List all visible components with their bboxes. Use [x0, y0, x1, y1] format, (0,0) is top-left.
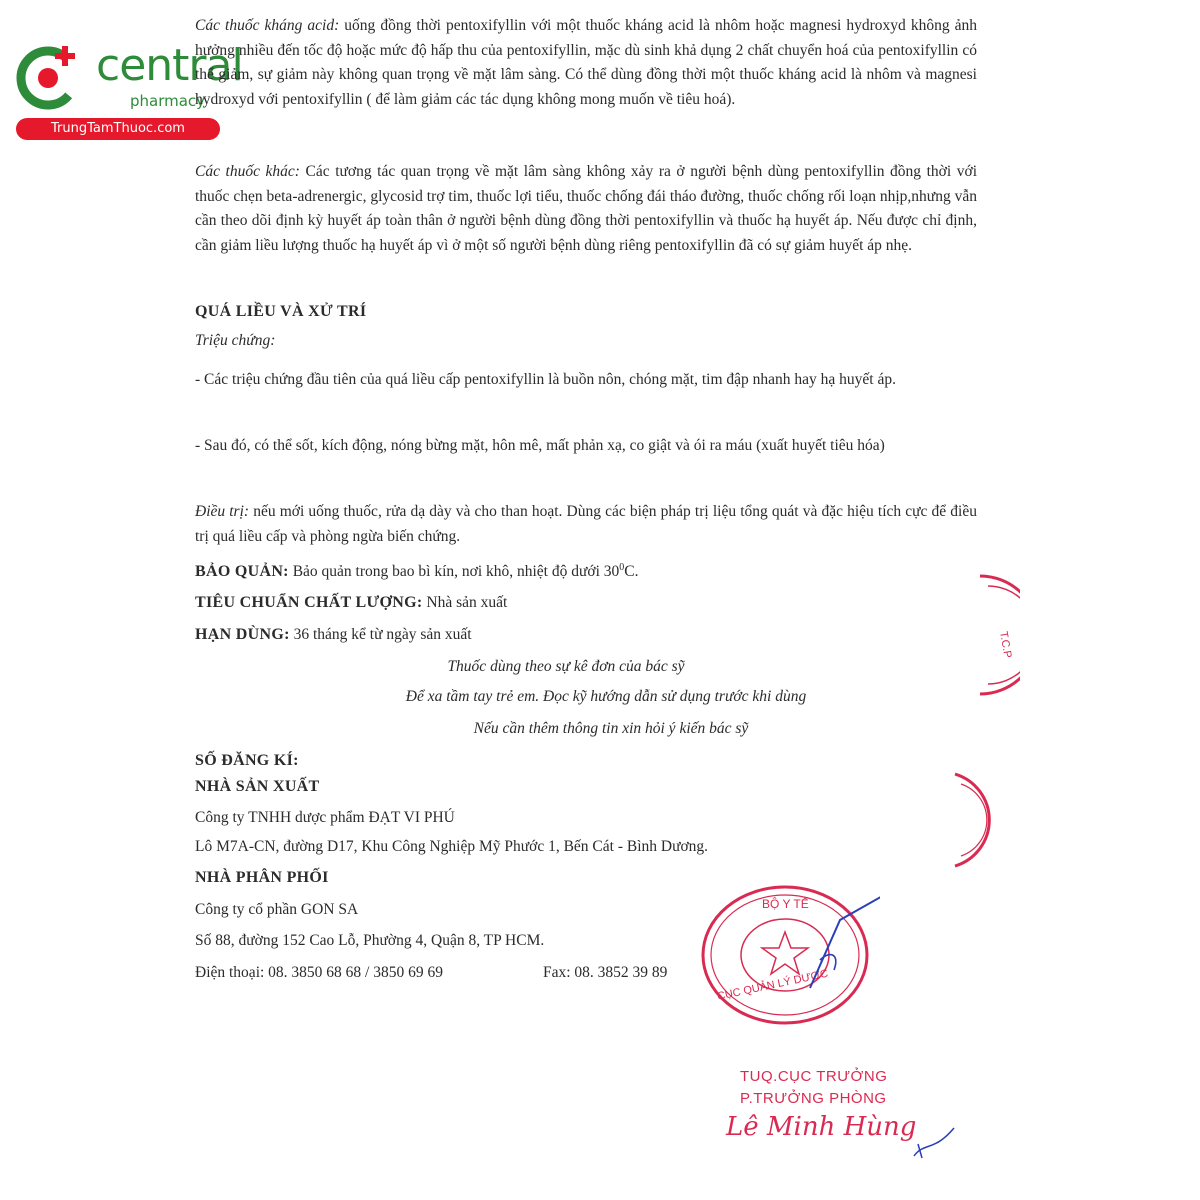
distributor-label: NHÀ PHÂN PHỐI [195, 869, 329, 886]
antacid-paragraph [195, 14, 977, 112]
logo-subtitle: pharmacy [130, 92, 206, 110]
svg-text:CỤC QUẢN LÝ DƯỢC: CỤC QUẢN LÝ DƯỢC [716, 967, 830, 1003]
signature-title-2: P.TRƯỞNG PHÒNG [740, 1090, 887, 1107]
svg-text:BỘ Y TẾ: BỘ Y TẾ [762, 897, 809, 911]
quality-text: Nhà sản xuất [422, 594, 508, 611]
symptom-2: - Sau đó, có thể sốt, kích động, nóng bừng mặt, hôn mê, mất phản xạ, co giật và ói ra máu (xuất huyết tiêu hóa) [195, 437, 885, 454]
other-drugs-paragraph [195, 160, 977, 258]
warning-1: Thuốc dùng theo sự kê đơn của bác sỹ [447, 658, 685, 675]
signature-title-1: TUQ.CỤC TRƯỞNG [740, 1068, 888, 1085]
other-drugs-text: Các tương tác quan trọng về mặt lâm sàng không xảy ra ở người bệnh dùng pentoxifyllin đồng thời với thuốc chẹn beta-adrenergic, glycosid trợ tim, thuốc lợi tiểu, thuốc chống đái tháo đường, thuốc chống rối loạn nhịp,nhưng vẫn cần theo dõi định kỳ huyết áp toàn thân ở người bệnh dùng đồng thời pentoxifyllin và thuốc hạ huyết áp. Nếu được chỉ định, cần giảm liều lượng thuốc hạ huyết áp vì ở một số người bệnh dùng riêng pentoxifyllin đã có sự giảm huyết áp nhẹ. [195, 163, 978, 254]
logo-brand: central [96, 40, 243, 91]
symptom-1: - Các triệu chứng đầu tiên của quá liều cấp pentoxifyllin là buồn nôn, chóng mặt, tim đập nhanh hay hạ huyết áp. [195, 371, 896, 388]
symptoms-label: Triệu chứng: [195, 332, 276, 349]
distributor-name: Công ty cổ phần GON SA [195, 901, 359, 918]
signature-pen-mark [910, 1122, 960, 1162]
treatment-text: nếu mới uống thuốc, rửa dạ dày và cho than hoạt. Dùng các biện pháp trị liệu tổng quát và đặc hiệu tích cực để điều trị quá liều cấp và phòng ngừa biến chứng. [195, 503, 977, 545]
other-drugs-label: Các thuốc khác: [195, 163, 300, 180]
side-stamp-bottom [945, 770, 995, 870]
manufacturer-address: Lô M7A-CN, đường D17, Khu Công Nghiệp Mỹ Phước 1, Bến Cát - Bình Dương. [195, 838, 709, 855]
quality-line [195, 594, 507, 612]
storage-degree: 0 [619, 562, 625, 573]
warning-3: Nếu cần thêm thông tin xin hỏi ý kiến bác sỹ [473, 720, 749, 737]
treatment-label: Điều trị: [195, 503, 250, 520]
quality-label: TIÊU CHUẨN CHẤT LƯỢNG: [195, 594, 423, 611]
expiry-label: HẠN DÙNG: [195, 626, 290, 643]
signature-name: Lê Minh Hùng [726, 1112, 917, 1142]
ministry-seal [690, 880, 880, 1030]
manufacturer-label: NHÀ SẢN XUẤT [195, 778, 320, 795]
manufacturer-name: Công ty TNHH dược phẩm ĐẠT VI PHÚ [195, 809, 455, 826]
overdose-heading: QUÁ LIỀU VÀ XỬ TRÍ [195, 303, 367, 320]
svg-text:T.C.P: T.C.P [997, 630, 1014, 660]
logo-url[interactable]: TrungTamThuoc.com [16, 118, 220, 140]
storage-unit: C. [624, 563, 639, 581]
pharmacy-logo-icon [12, 40, 86, 114]
storage-text: Bảo quản trong bao bì kín, nơi khô, nhiệt độ dưới 30 [288, 563, 620, 581]
storage-label: BẢO QUẢN: [195, 563, 289, 581]
treatment-paragraph [195, 500, 977, 549]
warning-2: Để xa tầm tay trẻ em. Đọc kỹ hướng dẫn sử dụng trước khi dùng [405, 688, 807, 705]
antacid-text: uống đồng thời pentoxifyllin với một thuốc kháng acid là nhôm hoặc magnesi hydroxyd không ảnh hưởng nhiều đến tốc độ hoặc mức độ hấp thu của pentoxifyllin, mặc dù sinh khả dụng 2 chất chuyển hoá của pentoxifyllin có thể giảm, sự giảm này không quan trọng về mặt lâm sàng. Có thể dùng đồng thời một thuốc kháng acid là nhôm và magnesi hydroxyd với pentoxifyllin ( để làm giảm các tác dụng không mong muốn về tiêu hoá). [195, 17, 978, 108]
antacid-label: Các thuốc kháng acid: [195, 17, 340, 34]
expiry-line [195, 626, 472, 644]
expiry-text: 36 tháng kể từ ngày sản xuất [289, 626, 472, 643]
signature-block [720, 1066, 960, 1176]
distributor-phone: Điện thoại: 08. 3850 68 68 / 3850 69 69 [195, 964, 443, 981]
storage-line [195, 562, 639, 581]
registration-label: SỐ ĐĂNG KÍ: [195, 752, 299, 769]
distributor-fax: Fax: 08. 3852 39 89 [543, 964, 668, 981]
side-stamp-top [950, 570, 1020, 700]
distributor-address: Số 88, đường 152 Cao Lỗ, Phường 4, Quận 8, TP HCM. [195, 932, 545, 949]
